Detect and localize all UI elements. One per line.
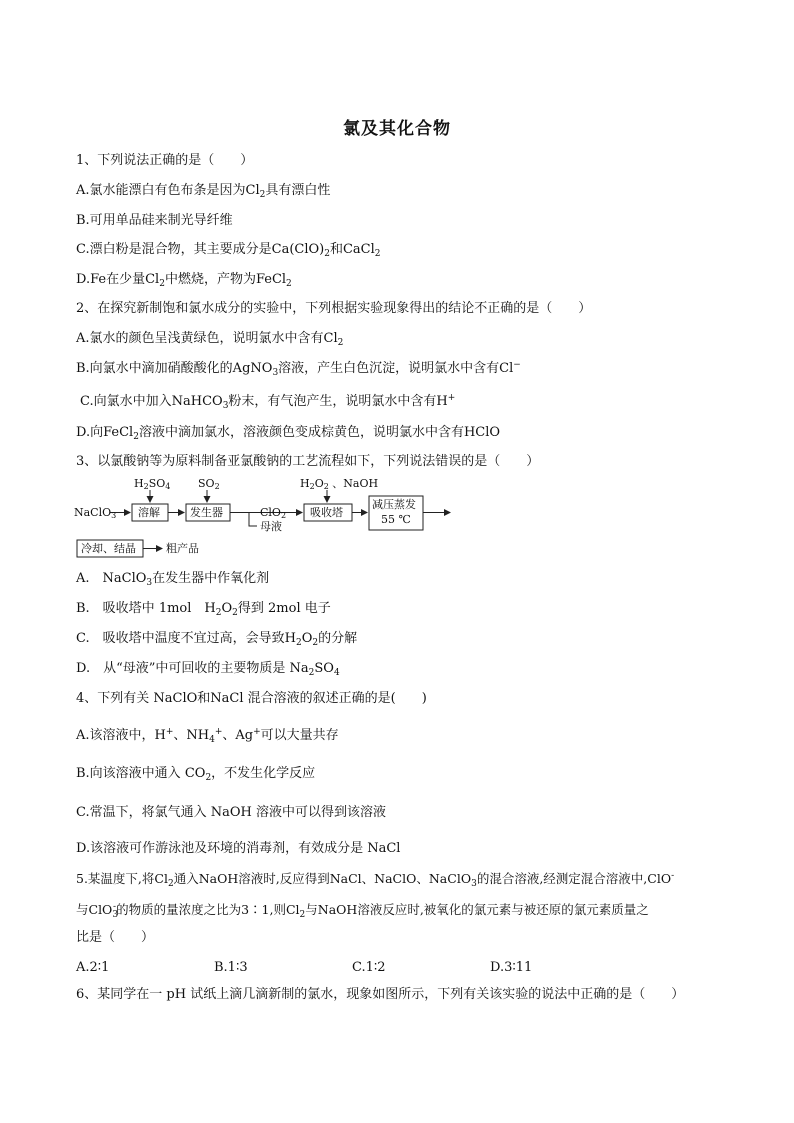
flow-box-generator-label: 发生器 xyxy=(190,506,223,519)
q2-option-c: C.向氯水中加入NaHCO$_3$粉末，有气泡产生，说明氯水中含有H+ xyxy=(80,393,456,411)
q5-stem-line2: 与ClO$_3$-的物质的量浓度之比为3∶1,则$Cl_2$与NaOH溶液反应时,被氧化的氯元素与被还原的氯元素质量之 xyxy=(76,902,649,920)
q5-stem-line1: 5.某温度下,将$Cl_2$通入NaOH溶液时,反应得到NaCl、NaClO、NaClO$_3$的混合溶液,经测定混合溶液中,ClO- xyxy=(76,871,675,889)
q3-option-c: C. 吸收塔中温度不宜过高，会导致$H_2O_2$的分解 xyxy=(76,631,358,648)
flow-box-evaporation-line2: 55 ℃ xyxy=(381,513,411,526)
q1-option-c: C.漂白粉是混合物，其主要成分是$Ca(ClO)_2$和CaCl$_2$ xyxy=(76,242,381,259)
q5-option-d: D.3∶11 xyxy=(490,960,533,975)
flow-box-absorber-label: 吸收塔 xyxy=(310,506,343,519)
q4-option-c: C.常温下，将氯气通入 NaOH 溶液中可以得到该溶液 xyxy=(76,805,387,820)
q3-option-a: A. NaClO$_3$在发生器中作氧化剂 xyxy=(76,571,270,588)
flow-start-material: NaClO$_3$ xyxy=(74,506,117,520)
flow-box-crystallize-label: 冷却、结晶 xyxy=(81,542,136,555)
q4-option-a: A.该溶液中，H+、$NH_4^+$、Ag+可以大量共存 xyxy=(76,727,339,745)
q4-option-d: D.该溶液可作游泳池及环境的消毒剂，有效成分是 NaCl xyxy=(76,841,401,856)
q2-option-b: B.向氯水中滴加硝酸酸化的AgNO$_3$溶液，产生白色沉淀，说明氯水中含有Cl− xyxy=(76,360,521,378)
flow-box-dissolve-label: 溶解 xyxy=(138,506,160,519)
q2-option-a: A.氯水的颜色呈浅黄绿色，说明氯水中含有$Cl_2$ xyxy=(76,331,344,348)
page-title: 氯及其化合物 xyxy=(343,119,451,139)
flow-reagent-h2o2-naoh: $H_2O_2$ 、NaOH xyxy=(300,477,379,491)
flow-reagent-so2: $SO_2$ xyxy=(198,477,220,491)
flow-mother-liquor: 母液 xyxy=(260,520,282,533)
process-flow-diagram xyxy=(74,476,474,564)
flow-reagent-h2so4: $H_2SO_4$ xyxy=(134,477,171,491)
q2-option-d: D.向FeCl$_2$溶液中滴加氯水，溶液颜色变成棕黄色，说明氯水中含有HClO xyxy=(76,425,501,442)
q3-option-d: D. 从“母液”中可回收的主要物质是 $Na_2SO_4$ xyxy=(76,661,340,678)
q2-stem: 2、在探究新制饱和氯水成分的实验中，下列根据实验现象得出的结论不正确的是（ ） xyxy=(76,301,592,316)
q1-option-d: D.Fe在少量$Cl_2$中燃烧，产物为FeCl$_2$ xyxy=(76,272,292,289)
q5-option-a: A.2∶1 xyxy=(76,960,110,975)
q5-stem-line3: 比是（ ） xyxy=(76,930,155,945)
q3-stem: 3、以氯酸钠等为原料制备亚氯酸钠的工艺流程如下，下列说法错误的是（ ） xyxy=(76,454,540,469)
q5-options xyxy=(76,959,532,977)
q1-stem: 1、下列说法正确的是（ ） xyxy=(76,153,254,168)
q1-option-a: A.氯水能漂白有色布条是因为$Cl_2$具有漂白性 xyxy=(76,183,331,200)
q5-option-c: C.1∶2 xyxy=(352,960,386,975)
q5-option-b: B.1∶3 xyxy=(214,960,248,975)
flow-gas-clo2: ClO$_2$ xyxy=(260,506,287,520)
q3-option-b: B. 吸收塔中 1mol $H_2O_2$得到 2mol 电子 xyxy=(76,601,331,618)
flow-box-evaporation-line1: 减压蒸发 xyxy=(372,498,416,511)
flow-crude-product: 粗产品 xyxy=(166,542,199,555)
q6-stem: 6、某同学在一 pH 试纸上滴几滴新制的氯水，现象如图所示，下列有关该实验的说法中正确的是（ ） xyxy=(76,987,685,1002)
q1-option-b: B.可用单品硅来制光导纤维 xyxy=(76,213,233,228)
q4-stem: 4、下列有关 NaClO和NaCl 混合溶液的叙述正确的是( ) xyxy=(76,691,427,706)
q4-option-b: B.向该溶液中通入 $CO_2$，不发生化学反应 xyxy=(76,766,316,783)
